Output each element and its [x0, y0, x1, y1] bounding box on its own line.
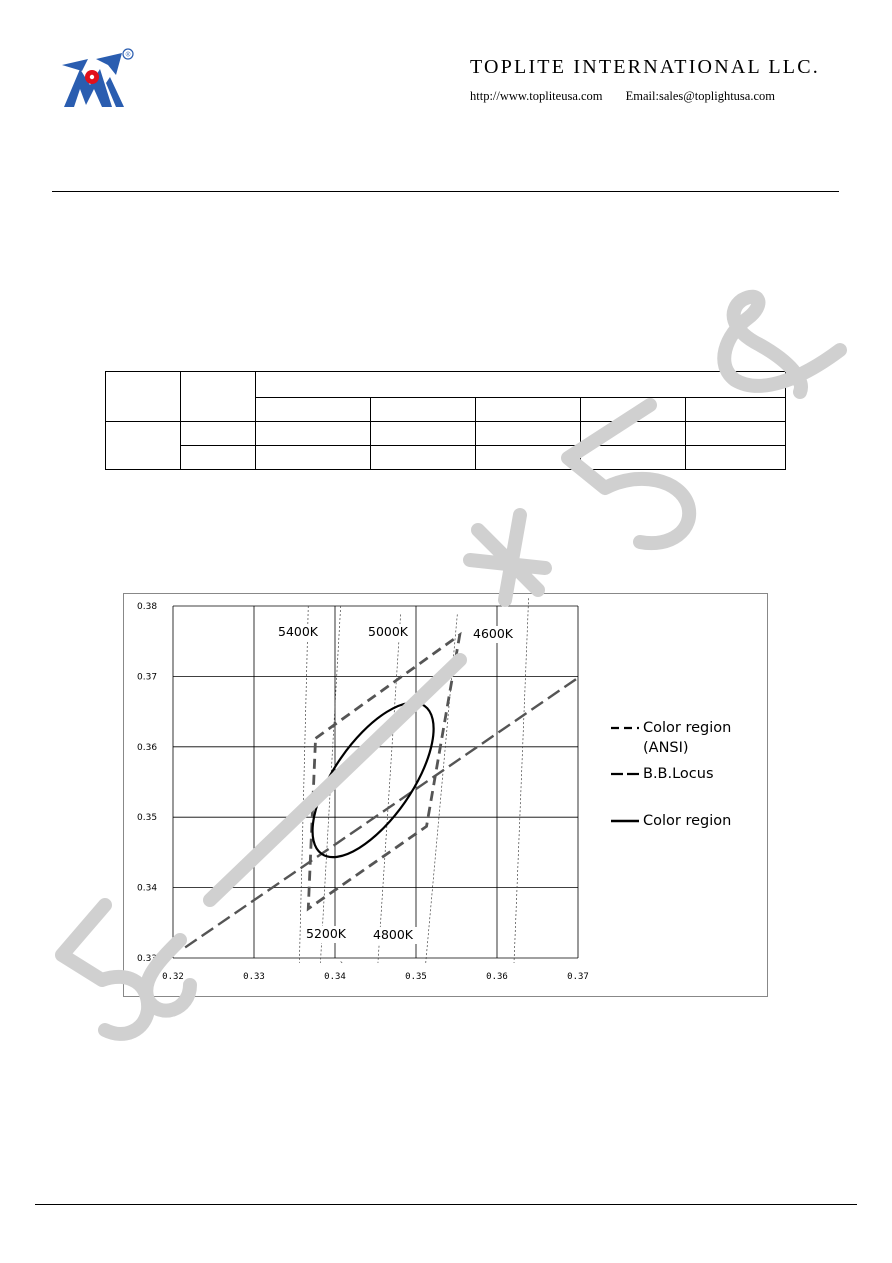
footer-divider — [35, 1204, 857, 1205]
table-cell — [181, 372, 256, 422]
table-cell — [256, 446, 371, 470]
table-cell — [476, 422, 581, 446]
y-tick-label: 0.33 — [137, 954, 158, 964]
table-cell — [476, 398, 581, 422]
x-tick-label: 0.36 — [486, 972, 508, 982]
watermark-asterisk — [470, 515, 545, 600]
isotherm-line — [426, 614, 458, 962]
isotherm-line — [514, 598, 529, 963]
y-tick-label: 0.37 — [137, 672, 158, 683]
isotherm-line — [341, 962, 343, 963]
table-cell — [371, 422, 476, 446]
table-cell — [476, 446, 581, 470]
table-cell — [686, 446, 786, 470]
x-tick-label: 0.35 — [405, 972, 427, 982]
table-cell — [581, 446, 686, 470]
x-tick-label: 0.37 — [567, 972, 589, 982]
company-name: TOPLITE INTERNATIONAL LLC. — [470, 56, 820, 78]
y-tick-label: 0.35 — [137, 813, 158, 824]
table-cell — [181, 422, 256, 446]
x-tick-label: 0.33 — [243, 972, 265, 982]
table-cell — [686, 422, 786, 446]
isotherm-line — [320, 606, 340, 963]
cct-label: 5000K — [368, 624, 409, 639]
x-tick-label: 0.34 — [324, 972, 346, 982]
website-link[interactable]: http://www.topliteusa.com — [470, 89, 603, 103]
table-cell — [371, 398, 476, 422]
legend-label: Color region — [643, 720, 732, 736]
table-cell — [106, 372, 181, 422]
toplite-logo-icon — [60, 45, 140, 111]
table-cell — [581, 422, 686, 446]
table-cell — [581, 398, 686, 422]
cct-label: 5400K — [278, 624, 319, 639]
table-cell — [256, 398, 371, 422]
table-cell — [686, 398, 786, 422]
contact-line — [470, 89, 775, 104]
legend-label: B.B.Locus — [643, 766, 714, 782]
isotherm-line — [378, 614, 401, 962]
cie-chromaticity-chart — [123, 593, 768, 997]
legend-label: Color region — [643, 813, 732, 829]
registered-mark: ® — [125, 51, 131, 59]
y-tick-label: 0.38 — [137, 602, 158, 612]
email-link[interactable]: Email:sales@toplightusa.com — [625, 89, 775, 103]
cct-label: 4800K — [373, 927, 414, 942]
table-cell — [371, 446, 476, 470]
cct-label: 4600K — [473, 626, 514, 641]
table-cell — [256, 422, 371, 446]
y-tick-label: 0.34 — [137, 883, 158, 894]
table-cell — [106, 422, 181, 470]
table-cell — [181, 446, 256, 470]
legend-label: (ANSI) — [643, 740, 689, 756]
header-divider — [52, 191, 839, 192]
table-cell — [256, 372, 786, 398]
cct-label: 5200K — [306, 926, 347, 941]
spec-table — [105, 371, 786, 470]
x-tick-label: 0.32 — [162, 972, 184, 982]
y-tick-label: 0.36 — [137, 742, 158, 753]
